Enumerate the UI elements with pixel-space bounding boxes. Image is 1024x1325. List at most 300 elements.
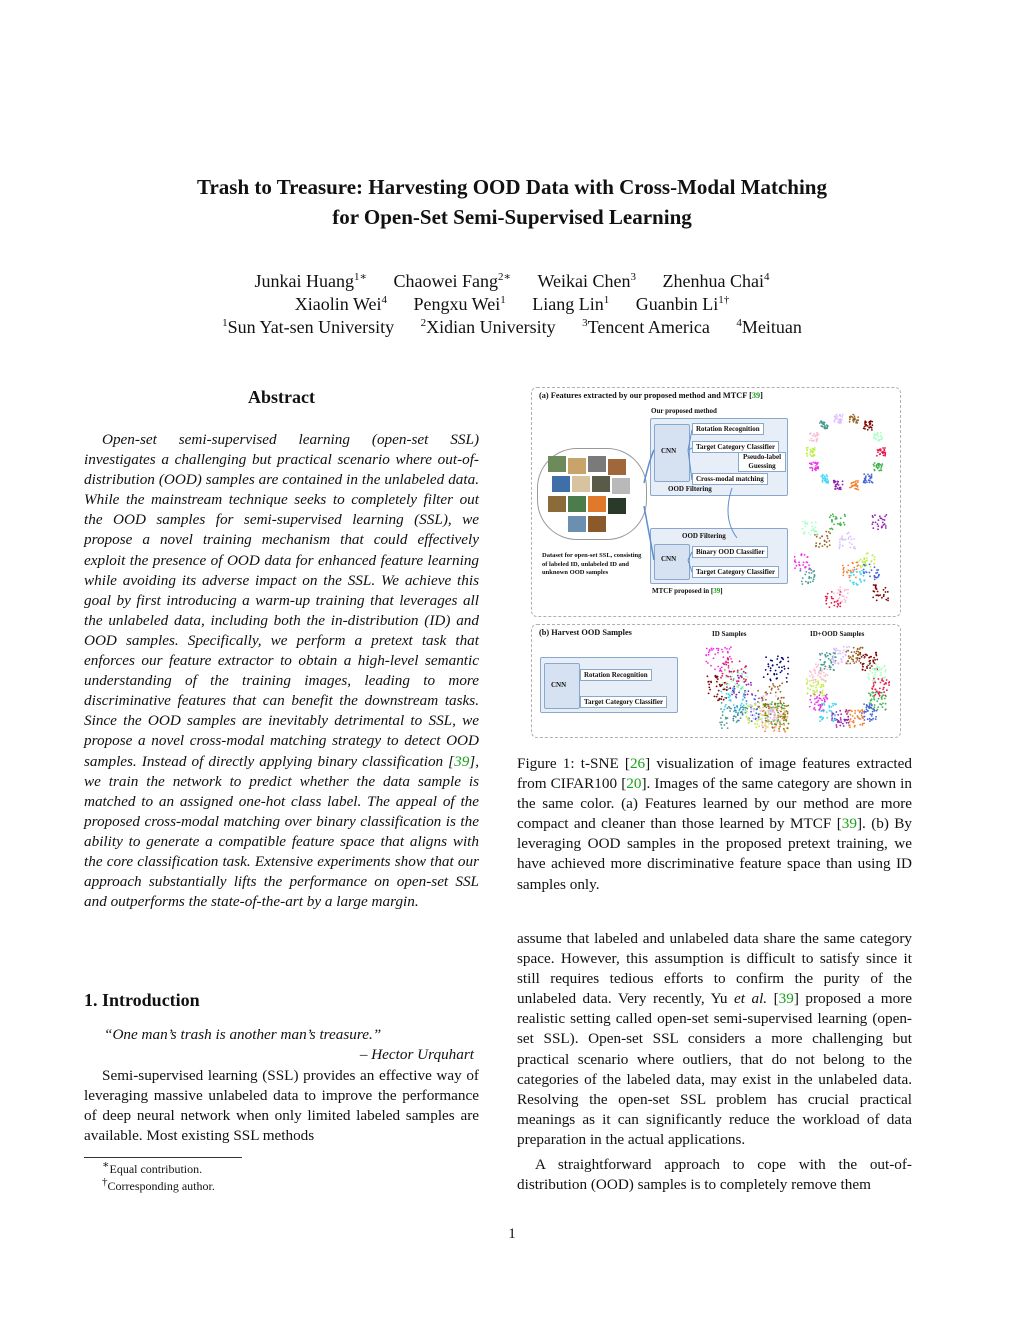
tsne-point xyxy=(770,692,772,694)
tsne-point xyxy=(815,435,817,437)
tsne-point xyxy=(814,692,816,694)
tsne-point xyxy=(834,656,836,658)
tsne-point xyxy=(838,420,840,422)
tsne-point xyxy=(717,666,719,668)
tsne-point xyxy=(741,674,743,676)
tsne-point xyxy=(815,663,817,665)
tsne-point xyxy=(819,676,821,678)
tsne-point xyxy=(850,536,852,538)
tsne-point xyxy=(756,720,758,722)
tsne-point xyxy=(839,414,841,416)
tsne-point xyxy=(869,421,871,423)
tsne-point xyxy=(868,663,870,665)
tsne-point xyxy=(813,448,815,450)
tsne-point xyxy=(724,706,726,708)
tsne-point xyxy=(771,701,773,703)
harvest-rotation-recognition: Rotation Recognition xyxy=(580,669,652,681)
tsne-point xyxy=(809,680,811,682)
tsne-point xyxy=(725,664,727,666)
tsne-point xyxy=(811,522,813,524)
tsne-point xyxy=(849,487,851,489)
tsne-point xyxy=(839,547,841,549)
tsne-point xyxy=(800,555,802,557)
tsne-point xyxy=(814,462,816,464)
tsne-point xyxy=(873,697,875,699)
tsne-point xyxy=(736,680,738,682)
tsne-point xyxy=(819,543,821,545)
tsne-point xyxy=(778,703,780,705)
tsne-point xyxy=(718,648,720,650)
tsne-point xyxy=(829,516,831,518)
footnote-corresponding: †Corresponding author. xyxy=(102,1176,215,1193)
tsne-point xyxy=(873,684,875,686)
citation-link[interactable]: 39 xyxy=(454,752,470,770)
tsne-point xyxy=(871,474,873,476)
tsne-point xyxy=(779,685,781,687)
citation-link[interactable]: 20 xyxy=(626,775,642,793)
tsne-point xyxy=(843,725,845,727)
tsne-point xyxy=(742,698,744,700)
tsne-point xyxy=(851,572,853,574)
tsne-point xyxy=(835,650,837,652)
tsne-point xyxy=(840,713,842,715)
tsne-point xyxy=(876,692,878,694)
tsne-point xyxy=(765,715,767,717)
tsne-point xyxy=(860,559,862,561)
tsne-point xyxy=(834,416,836,418)
tsne-point xyxy=(770,713,772,715)
tsne-point xyxy=(861,712,863,714)
tsne-point xyxy=(799,570,801,572)
tsne-point xyxy=(865,477,867,479)
tsne-point xyxy=(877,528,879,530)
tsne-point xyxy=(849,663,851,665)
tsne-point xyxy=(814,454,816,456)
tsne-point xyxy=(823,664,825,666)
page-number: 1 xyxy=(508,1226,516,1242)
citation-link[interactable]: 26 xyxy=(629,755,646,772)
tsne-point xyxy=(857,416,859,418)
id-samples-label: ID Samples xyxy=(712,630,747,638)
tsne-point xyxy=(855,485,857,487)
tsne-point xyxy=(860,580,862,582)
tsne-point xyxy=(871,569,873,571)
tsne-point xyxy=(861,570,863,572)
tsne-point xyxy=(716,648,718,650)
tsne-point xyxy=(869,572,871,574)
tsne-point xyxy=(802,583,804,585)
tsne-point xyxy=(786,716,788,718)
tsne-point xyxy=(711,649,713,651)
tsne-point xyxy=(826,717,828,719)
tsne-point xyxy=(821,704,823,706)
tsne-point xyxy=(844,601,846,603)
tsne-point xyxy=(839,418,841,420)
tsne-point xyxy=(811,674,813,676)
tsne-point xyxy=(840,522,842,524)
tsne-point xyxy=(867,425,869,427)
tsne-point xyxy=(776,673,778,675)
tsne-point xyxy=(809,706,811,708)
tsne-point xyxy=(847,650,849,652)
tsne-point xyxy=(747,676,749,678)
tsne-point xyxy=(708,652,710,654)
tsne-point xyxy=(863,569,865,571)
tsne-point xyxy=(878,698,880,700)
tsne-point xyxy=(713,648,715,650)
tsne-point xyxy=(761,710,763,712)
tsne-point xyxy=(780,661,782,663)
tsne-point xyxy=(863,716,865,718)
tsne-point xyxy=(847,565,849,567)
tsne-point xyxy=(821,669,823,671)
tsne-point xyxy=(816,689,818,691)
tsne-point xyxy=(851,482,853,484)
harvest-target-classifier: Target Category Classifier xyxy=(580,696,667,708)
tsne-point xyxy=(839,725,841,727)
tsne-point xyxy=(869,424,871,426)
tsne-point xyxy=(875,672,877,674)
tsne-point xyxy=(824,426,826,428)
tsne-point xyxy=(855,480,857,482)
tsne-point xyxy=(771,689,773,691)
tsne-point xyxy=(885,599,887,601)
tsne-point xyxy=(720,724,722,726)
tsne-point xyxy=(856,657,858,659)
tsne-point xyxy=(857,419,859,421)
tsne-point xyxy=(833,648,835,650)
tsne-point xyxy=(729,692,731,694)
tsne-point xyxy=(881,465,883,467)
tsne-point xyxy=(808,564,810,566)
tsne-point xyxy=(772,706,774,708)
tsne-point xyxy=(734,679,736,681)
tsne-point xyxy=(850,718,852,720)
tsne-point xyxy=(784,714,786,716)
tsne-point xyxy=(872,521,874,523)
tsne-point xyxy=(820,669,822,671)
cross-modal-matching: Cross-modal matching xyxy=(692,473,768,485)
tsne-point xyxy=(788,723,790,725)
tsne-point xyxy=(862,647,864,649)
tsne-point xyxy=(732,718,734,720)
tsne-point xyxy=(859,710,861,712)
tsne-point xyxy=(737,673,739,675)
tsne-point xyxy=(812,470,814,472)
tsne-point xyxy=(814,698,816,700)
tsne-point xyxy=(709,689,711,691)
tsne-point xyxy=(784,668,786,670)
tsne-point xyxy=(846,711,848,713)
tsne-point xyxy=(855,661,857,663)
tsne-point xyxy=(878,519,880,521)
tsne-point xyxy=(826,426,828,428)
tsne-point xyxy=(804,523,806,525)
tsne-point xyxy=(761,698,763,700)
tsne-point xyxy=(745,679,747,681)
tsne-point xyxy=(884,709,886,711)
tsne-point xyxy=(853,421,855,423)
tsne-point xyxy=(842,565,844,567)
tsne-point xyxy=(755,703,757,705)
tsne-point xyxy=(731,681,733,683)
tsne-point xyxy=(767,710,769,712)
tsne-point xyxy=(824,422,826,424)
tsne-point xyxy=(879,692,881,694)
tsne-point xyxy=(852,414,854,416)
tsne-point xyxy=(823,694,825,696)
tsne-point xyxy=(865,707,867,709)
tsne-point xyxy=(847,719,849,721)
tsne-point xyxy=(745,676,747,678)
tsne-point xyxy=(876,700,878,702)
tsne-point xyxy=(815,465,817,467)
tsne-point xyxy=(709,649,711,651)
tsne-point xyxy=(767,673,769,675)
tsne-point xyxy=(882,702,884,704)
tsne-point xyxy=(810,577,812,579)
tsne-point xyxy=(775,692,777,694)
tsne-point xyxy=(765,717,767,719)
tsne-point xyxy=(728,683,730,685)
tsne-point xyxy=(830,661,832,663)
tsne-point xyxy=(721,702,723,704)
tsne-point xyxy=(885,527,887,529)
tsne-point xyxy=(707,681,709,683)
tsne-point xyxy=(833,669,835,671)
tsne-point xyxy=(830,654,832,656)
pseudo-label-guessing: Pseudo-label Guessing xyxy=(738,452,786,472)
tsne-point xyxy=(770,670,772,672)
tsne-point xyxy=(765,725,767,727)
tsne-point xyxy=(781,666,783,668)
tsne-point xyxy=(741,680,743,682)
tsne-point xyxy=(727,658,729,660)
tsne-point xyxy=(806,682,808,684)
tsne-point xyxy=(840,489,842,491)
tsne-point xyxy=(785,710,787,712)
tsne-point xyxy=(786,681,788,683)
tsne-point xyxy=(850,714,852,716)
tsne-point xyxy=(863,575,865,577)
tsne-point xyxy=(879,515,881,517)
tsne-point xyxy=(809,699,811,701)
tsne-point xyxy=(755,695,757,697)
tsne-point xyxy=(835,703,837,705)
our-method-label: Our proposed method xyxy=(651,407,717,415)
tsne-point xyxy=(841,661,843,663)
tsne-point xyxy=(768,719,770,721)
tsne-point xyxy=(871,561,873,563)
tsne-point xyxy=(775,716,777,718)
tsne-point xyxy=(719,722,721,724)
tsne-point xyxy=(881,525,883,527)
tsne-point xyxy=(848,537,850,539)
tsne-point xyxy=(740,704,742,706)
tsne-point xyxy=(804,554,806,556)
tsne-point xyxy=(723,687,725,689)
tsne-point xyxy=(858,660,860,662)
tsne-point xyxy=(843,570,845,572)
tsne-point xyxy=(714,675,716,677)
tsne-point xyxy=(807,680,809,682)
tsne-point xyxy=(724,647,726,649)
tsne-point xyxy=(743,707,745,709)
tsne-point xyxy=(735,683,737,685)
tsne-point xyxy=(884,665,886,667)
tsne-point xyxy=(859,652,861,654)
tsne-point xyxy=(731,694,733,696)
tsne-point xyxy=(811,467,813,469)
tsne-point xyxy=(730,646,732,648)
tsne-point xyxy=(770,722,772,724)
tsne-point xyxy=(814,695,816,697)
tsne-point xyxy=(885,525,887,527)
tsne-point xyxy=(876,669,878,671)
tsne-point xyxy=(833,524,835,526)
tsne-point xyxy=(878,678,880,680)
tsne-point xyxy=(841,416,843,418)
tsne-point xyxy=(853,571,855,573)
tsne-point xyxy=(884,523,886,525)
tsne-point xyxy=(822,426,824,428)
tsne-point xyxy=(812,693,814,695)
tsne-point xyxy=(824,701,826,703)
tsne-point xyxy=(738,692,740,694)
tsne-point xyxy=(779,713,781,715)
tsne-point xyxy=(725,676,727,678)
tsne-point xyxy=(808,532,810,534)
tsne-point xyxy=(864,719,866,721)
tsne-point xyxy=(836,600,838,602)
citation-link[interactable]: 39 xyxy=(841,815,857,833)
tsne-point xyxy=(884,450,886,452)
tsne-point xyxy=(780,672,782,674)
tsne-point xyxy=(837,483,839,485)
tsne-point xyxy=(766,720,768,722)
tsne-point xyxy=(737,670,739,672)
tsne-point xyxy=(727,662,729,664)
tsne-point xyxy=(873,590,875,592)
tsne-point xyxy=(837,481,839,483)
tsne-point xyxy=(731,691,733,693)
tsne-point xyxy=(714,653,716,655)
tsne-point xyxy=(763,676,765,678)
tsne-point xyxy=(736,671,738,673)
tsne-point xyxy=(751,720,753,722)
tsne-point xyxy=(719,684,721,686)
tsne-point xyxy=(886,689,888,691)
tsne-point xyxy=(863,712,865,714)
tsne-point xyxy=(784,712,786,714)
tsne-point xyxy=(724,724,726,726)
tsne-point xyxy=(769,686,771,688)
tsne-point xyxy=(870,665,872,667)
tsne-point xyxy=(837,487,839,489)
tsne-point xyxy=(841,539,843,541)
tsne-point xyxy=(839,606,841,608)
tsne-point xyxy=(768,707,770,709)
tsne-point xyxy=(868,482,870,484)
tsne-point xyxy=(759,716,761,718)
quote-author: – Hector Urquhart xyxy=(359,1046,474,1063)
id-ood-samples-label: ID+OOD Samples xyxy=(810,630,865,638)
author: Junkai Huang$^{1∗}$ xyxy=(254,271,367,291)
tsne-point xyxy=(833,480,835,482)
tsne-point xyxy=(815,530,817,532)
tsne-point xyxy=(875,465,877,467)
tsne-point xyxy=(857,717,859,719)
tsne-point xyxy=(747,719,749,721)
tsne-point xyxy=(774,686,776,688)
citation-link[interactable]: 39 xyxy=(778,990,794,1008)
tsne-point xyxy=(815,687,817,689)
tsne-point xyxy=(877,449,879,451)
tsne-point xyxy=(814,672,816,674)
tsne-point xyxy=(710,682,712,684)
title-line-2: for Open-Set Semi-Supervised Learning xyxy=(332,205,692,229)
mtcf-target-category-classifier: Target Category Classifier xyxy=(692,566,779,578)
tsne-point xyxy=(817,433,819,435)
tsne-point xyxy=(862,565,864,567)
tsne-point xyxy=(758,702,760,704)
tsne-point xyxy=(778,666,780,668)
tsne-point xyxy=(833,516,835,518)
tsne-point xyxy=(865,654,867,656)
tsne-point xyxy=(807,692,809,694)
tsne-point xyxy=(767,663,769,665)
tsne-point xyxy=(879,453,881,455)
tsne-point xyxy=(860,662,862,664)
tsne-point xyxy=(853,538,855,540)
tsne-point xyxy=(824,540,826,542)
tsne-point xyxy=(708,687,710,689)
tsne-point xyxy=(821,710,823,712)
tsne-point xyxy=(726,722,728,724)
tsne-point xyxy=(811,572,813,574)
tsne-point xyxy=(716,681,718,683)
tsne-point xyxy=(831,602,833,604)
tsne-point xyxy=(882,519,884,521)
tsne-id-ood xyxy=(800,639,896,735)
tsne-point xyxy=(819,716,821,718)
tsne-point xyxy=(819,693,821,695)
tsne-point xyxy=(827,593,829,595)
tsne-point xyxy=(798,561,800,563)
tsne-point xyxy=(719,668,721,670)
tsne-point xyxy=(867,552,869,554)
tsne-point xyxy=(749,721,751,723)
paper-title xyxy=(0,172,1024,232)
tsne-point xyxy=(840,487,842,489)
tsne-point xyxy=(717,652,719,654)
tsne-point xyxy=(832,658,834,660)
tsne-point xyxy=(826,598,828,600)
tsne-point xyxy=(876,455,878,457)
tsne-point xyxy=(747,694,749,696)
tsne-point xyxy=(877,525,879,527)
tsne-point xyxy=(856,565,858,567)
tsne-point xyxy=(708,654,710,656)
tsne-point xyxy=(822,421,824,423)
tsne-point xyxy=(737,675,739,677)
tsne-point xyxy=(838,598,840,600)
tsne-point xyxy=(780,691,782,693)
tsne-point xyxy=(769,678,771,680)
tsne-point xyxy=(872,424,874,426)
tsne-point xyxy=(871,715,873,717)
tsne-point xyxy=(822,717,824,719)
